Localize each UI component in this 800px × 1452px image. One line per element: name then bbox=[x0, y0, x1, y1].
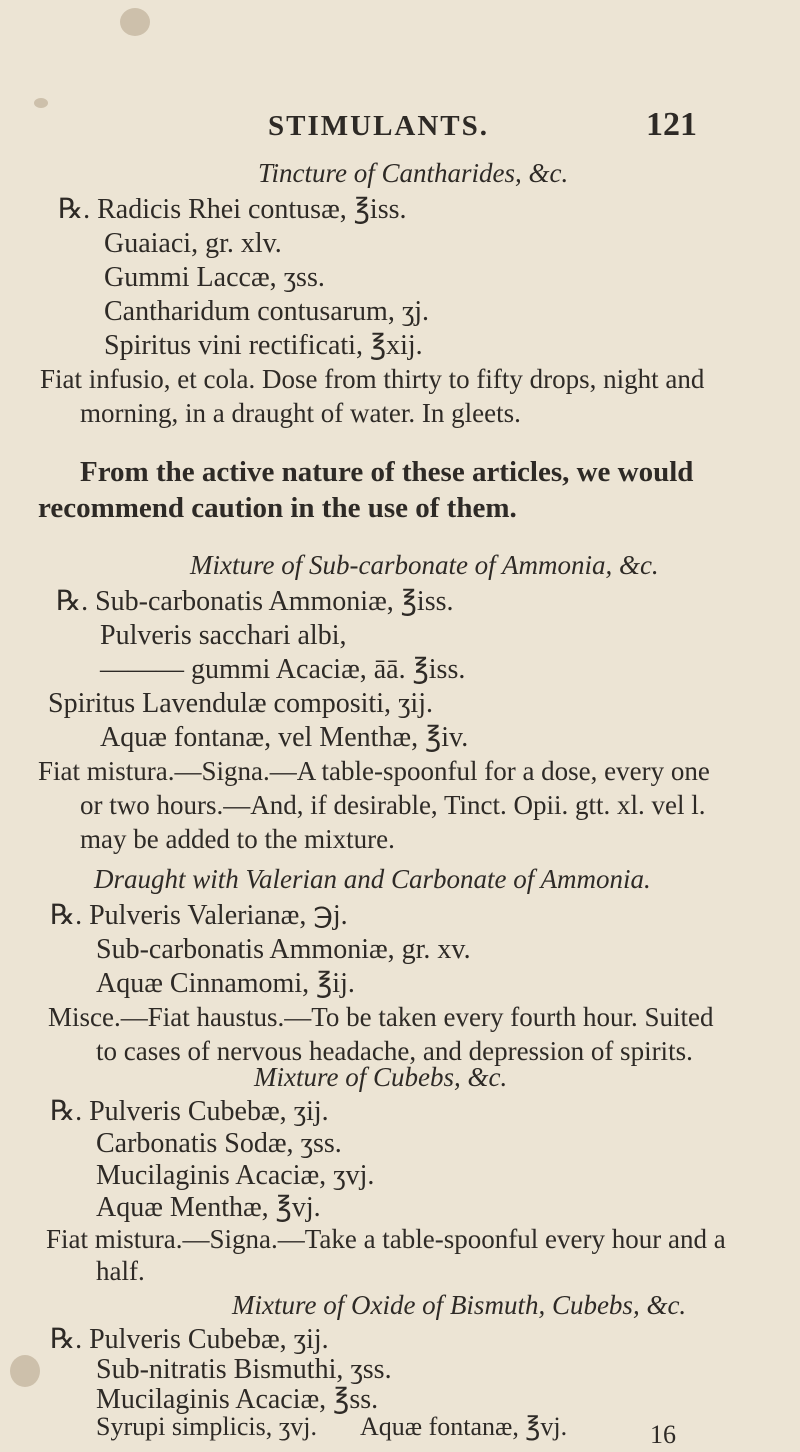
ingredient-line: ℞. Pulveris Valerianæ, ℈j. bbox=[50, 900, 348, 931]
ingredient-line: Cantharidum contusarum, ʒj. bbox=[104, 296, 430, 327]
directions-line: half. bbox=[96, 1256, 145, 1286]
caution-note-line: From the active nature of these articles, we would bbox=[80, 456, 694, 488]
directions-line: Fiat mistura.—Signa.—A table-spoonful for a dose, every one bbox=[38, 756, 710, 786]
directions-line: or two hours.—And, if desirable, Tinct. Opii. gtt. xl. vel l. bbox=[80, 790, 706, 820]
ingredient-line: Aquæ fontanæ, ℥vj. bbox=[360, 1412, 568, 1441]
directions-line: may be added to the mixture. bbox=[80, 824, 395, 854]
section-heading: Mixture of Cubebs, &c. bbox=[254, 1062, 508, 1092]
directions-line: Fiat infusio, et cola. Dose from thirty to fifty drops, night and bbox=[40, 364, 705, 394]
signature-mark: 16 bbox=[650, 1420, 676, 1449]
ingredient-line: Aquæ fontanæ, vel Menthæ, ℥iv. bbox=[100, 722, 469, 753]
ingredient-line: Gummi Laccæ, ʒss. bbox=[104, 262, 325, 293]
ingredient-line: Mucilaginis Acaciæ, ʒvj. bbox=[96, 1160, 375, 1191]
ingredient-line: Aquæ Menthæ, ℥vj. bbox=[96, 1192, 321, 1223]
ingredient-line: Guaiaci, gr. xlv. bbox=[104, 228, 282, 259]
caution-note-line: recommend caution in the use of them. bbox=[38, 492, 517, 524]
running-header bbox=[0, 106, 800, 146]
ingredient-line: Carbonatis Sodæ, ʒss. bbox=[96, 1128, 342, 1159]
directions-line: Fiat mistura.—Signa.—Take a table-spoonful every hour and a bbox=[46, 1224, 726, 1254]
ingredient-line: Sub-nitratis Bismuthi, ʒss. bbox=[96, 1354, 392, 1385]
directions-line: to cases of nervous headache, and depression of spirits. bbox=[96, 1036, 693, 1066]
ingredient-line: ℞. Pulveris Cubebæ, ʒij. bbox=[50, 1096, 329, 1127]
ingredient-line: ——— gummi Acaciæ, āā. ℥iss. bbox=[100, 654, 466, 685]
foxing-spot bbox=[10, 1355, 40, 1387]
foxing-spot bbox=[120, 8, 150, 36]
ingredient-line: Sub-carbonatis Ammoniæ, gr. xv. bbox=[96, 934, 471, 965]
section-heading: Mixture of Oxide of Bismuth, Cubebs, &c. bbox=[232, 1290, 687, 1320]
ingredient-line: Mucilaginis Acaciæ, ℥ss. bbox=[96, 1384, 379, 1415]
ingredient-line: Syrupi simplicis, ʒvj. bbox=[96, 1412, 317, 1441]
page-number: 121 bbox=[646, 106, 697, 143]
directions-line: morning, in a draught of water. In gleets. bbox=[80, 398, 521, 428]
section-heading: Tincture of Cantharides, &c. bbox=[258, 158, 569, 188]
running-title: STIMULANTS. bbox=[268, 110, 490, 142]
section-heading: Mixture of Sub-carbonate of Ammonia, &c. bbox=[190, 550, 659, 580]
ingredient-line: ℞. Sub-carbonatis Ammoniæ, ℥iss. bbox=[56, 586, 454, 617]
ingredient-line: ℞. Radicis Rhei contusæ, ℥iss. bbox=[58, 194, 407, 225]
ingredient-line: Spiritus Lavendulæ compositi, ʒij. bbox=[48, 688, 433, 719]
section-heading: Draught with Valerian and Carbonate of Ammonia. bbox=[94, 864, 651, 894]
directions-line: Misce.—Fiat haustus.—To be taken every fourth hour. Suited bbox=[48, 1002, 714, 1032]
ingredient-line: Spiritus vini rectificati, ℥xij. bbox=[104, 330, 423, 361]
ingredient-line: Pulveris sacchari albi, bbox=[100, 620, 347, 651]
ingredient-line: Aquæ Cinnamomi, ℥ij. bbox=[96, 968, 355, 999]
ingredient-line: ℞. Pulveris Cubebæ, ʒij. bbox=[50, 1324, 329, 1355]
